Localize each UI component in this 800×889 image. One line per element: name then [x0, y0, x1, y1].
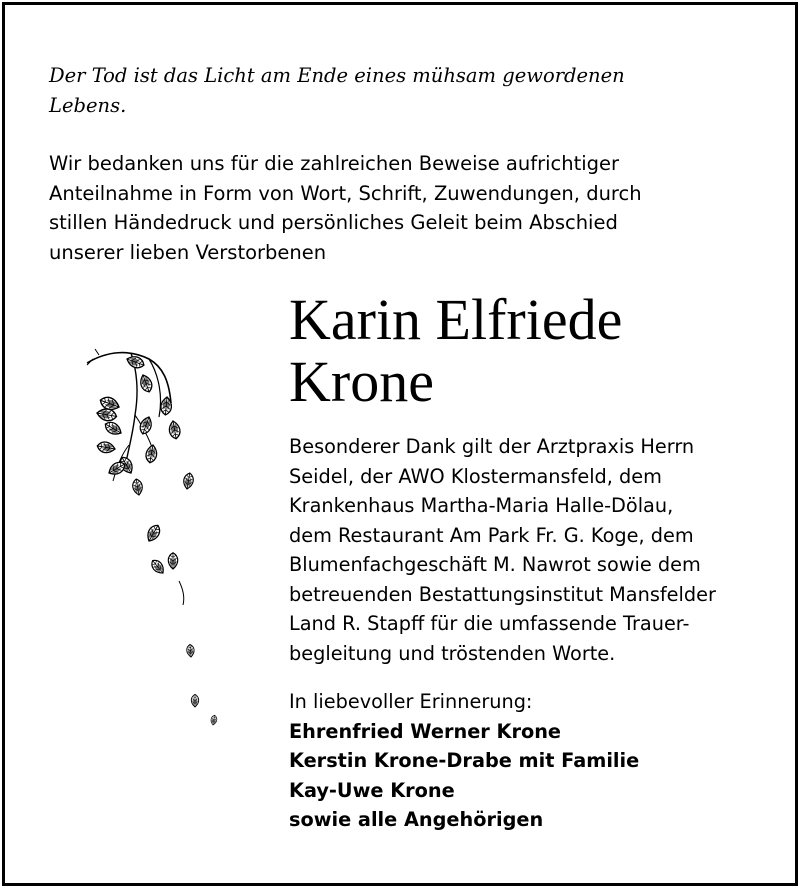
- thanks-line-3: stillen Händedruck und persönliches Geleit beim Abschied: [49, 211, 618, 234]
- motto-line-2: Lebens.: [49, 94, 127, 117]
- special-thanks-line: dem Restaurant Am Park Fr. G. Koge, dem: [289, 523, 694, 547]
- special-thanks-line: Krankenhaus Martha-Maria Halle-Dölau,: [289, 494, 674, 517]
- thanks-line-4: unserer lieben Verstorbenen: [49, 240, 327, 264]
- special-thanks-line: Seidel, der AWO Klostermansfeld, dem: [289, 464, 662, 488]
- memory-label: In liebevoller Erinnerung:: [289, 690, 533, 713]
- birch-branch-icon: [83, 345, 243, 765]
- special-thanks-line: Blumenfachgeschäft M. Nawrot sowie dem: [289, 553, 701, 576]
- motto-quote: [49, 61, 769, 121]
- motto-line-1: Der Tod ist das Licht am Ende eines mühsam gewordenen: [49, 64, 625, 87]
- signer-name: Ehrenfried Werner Krone: [289, 719, 561, 743]
- thanks-paragraph: [49, 149, 749, 267]
- memory-block: [289, 687, 769, 835]
- signer-name: Kay-Uwe Krone: [289, 778, 455, 802]
- deceased-name: [289, 289, 789, 413]
- signer-name: Kerstin Krone-Drabe mit Familie: [289, 749, 640, 772]
- special-thanks-line: betreuenden Bestattungsinstitut Mansfelder: [289, 582, 716, 606]
- special-thanks-line: Land R. Stapff für die umfassende Trauer-: [289, 612, 690, 635]
- special-thanks-paragraph: [289, 432, 769, 668]
- thanks-line-2: Anteilnahme in Form von Wort, Schrift, Zuwendungen, durch: [49, 181, 642, 205]
- deceased-first-names: Karin Elfriede: [289, 287, 623, 352]
- special-thanks-line: Besonderer Dank gilt der Arztpraxis Herrn: [289, 435, 695, 458]
- thanks-line-1: Wir bedanken uns für die zahlreichen Beweise aufrichtiger: [49, 152, 620, 175]
- special-thanks-line: begleitung und tröstenden Worte.: [289, 641, 616, 665]
- deceased-surname: Krone: [289, 349, 434, 414]
- signer-name: sowie alle Angehörigen: [289, 808, 544, 831]
- obituary-frame: [2, 2, 798, 886]
